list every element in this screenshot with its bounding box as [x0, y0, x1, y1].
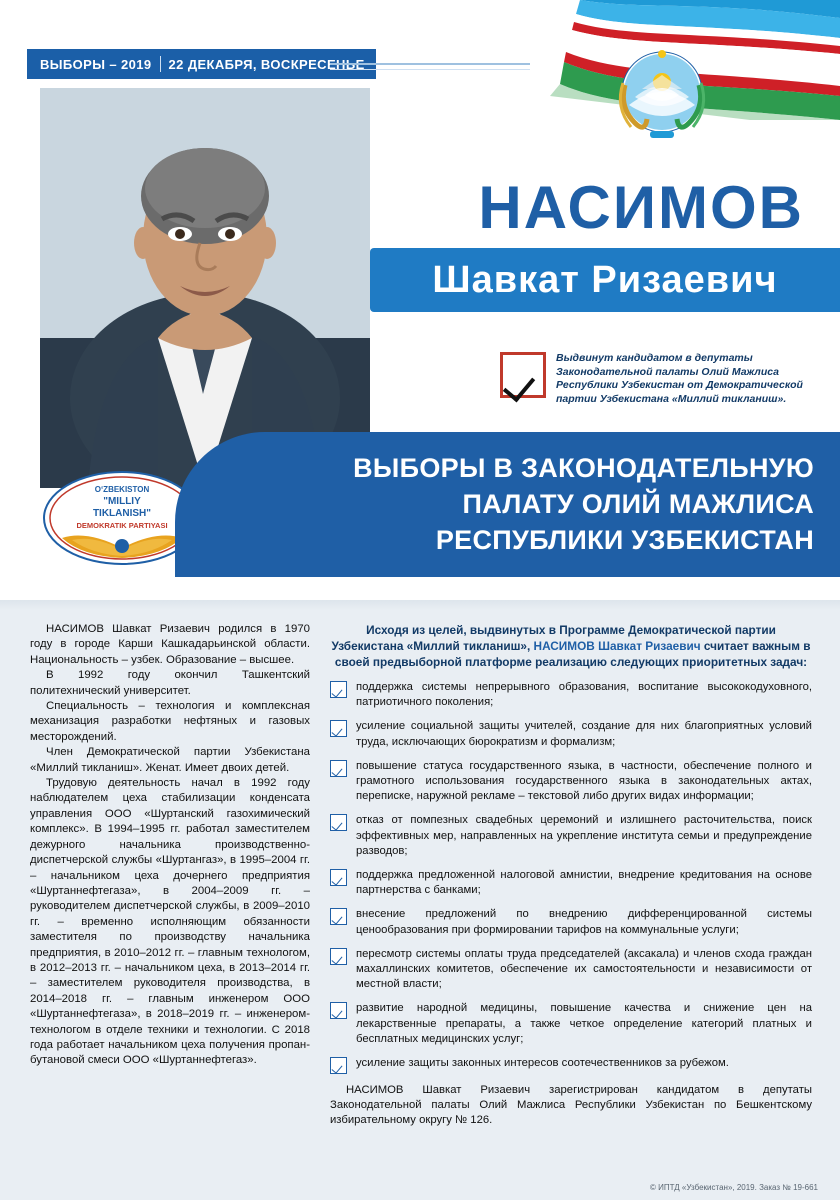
- checkbox-icon: [330, 908, 347, 925]
- task-text: пересмотр системы оплаты труда председателей (аксакала) и членов схода граждан махаллинских комитетов, обеспечение их самостоятельности и независимости от местной власти;: [356, 947, 812, 991]
- program-intro-part2: считает важным в своей предвыборной платформе реализацию следующих приоритетных задач:: [334, 639, 811, 669]
- title-banner: [175, 432, 840, 577]
- biography-paragraph: Трудовую деятельность начал в 1992 году наблюдателем цеха стабилизации конденсата управления ООО «Шуртанский газохимический комплекс». В 1994–1995 гг. работал заместителем дежурного начальника производственно-диспетчерской службы «Шуртангаз», в 1995–2004 гг. – начальником цеха дочернего предприятия «Шуртаннефтегаза», в 2004–2009 гг. – руководителем диспетчерской службы, в 2009–2010 гг. – временно исполняющим обязанности заместителя по производству начальника предприятия, в 2010–2012 гг. – главным технологом, в 2012–2013 гг. – начальником цеха, в 2013–2014 гг. – заместителем руководителя производства, в 2014–2018 гг. – главным инженером ООО «Шуртаннефтегаза», в 2018–2019 гг. – инженером-технологом в отделе техники и технологии. С 2018 года работает начальником цеха получения пропан-бутановой смеси ООО «Шуртаннефтегаз».: [30, 777, 310, 1067]
- candidate-given-name: Шавкат Ризаевич: [432, 258, 778, 301]
- imprint-text: © ИПТД «Узбекистан», 2019. Заказ № 19-661: [650, 1183, 818, 1192]
- checkbox-icon: [330, 720, 347, 737]
- task-text: усиление защиты законных интересов соотечественников за рубежом.: [356, 1057, 729, 1070]
- checkbox-icon: [330, 760, 347, 777]
- program-intro-part1: Исходя из целей, выдвинутых в Программе Демократической партии Узбекистана «Миллий тикланиш»,: [331, 623, 776, 653]
- list-item: [330, 813, 812, 859]
- title-banner-lines: [204, 450, 814, 558]
- svg-text:"MILLIY: "MILLIY: [103, 496, 141, 507]
- candidate-name-bar: [370, 248, 840, 312]
- checkbox-icon: [330, 681, 347, 698]
- biography-paragraph: Специальность – технология и комплексная механизация разработки нефтяных и газовых месторождений.: [30, 700, 310, 743]
- banner-line-1: ВЫБОРЫ В ЗАКОНОДАТЕЛЬНУЮ: [353, 453, 814, 483]
- candidate-surname: НАСИМОВ: [478, 174, 804, 241]
- svg-text:DEMOKRATIK PARTIYASI: DEMOKRATIK PARTIYASI: [76, 521, 168, 530]
- biography-paragraph: Член Демократической партии Узбекистана «Миллий тикланиш». Женат. Имеет двоих детей.: [30, 746, 310, 774]
- banner-line-3: РЕСПУБЛИКИ УЗБЕКИСТАН: [435, 525, 814, 555]
- task-text: поддержка предложенной налоговой амнистии, внедрение кредитования на основе партнерства с банками;: [356, 869, 812, 897]
- task-text: развитие народной медицины, повышение качества и снижение цен на лекарственные препараты, а также четкое определение категорий платных и бесплатных медицинских услуг;: [356, 1002, 812, 1045]
- candidate-portrait: [40, 88, 370, 488]
- badge-right-text: 22 ДЕКАБРЯ, ВОСКРЕСЕНЬЕ: [168, 56, 365, 72]
- task-text: поддержка системы непрерывного образования, воспитание высококодуховного, патриотичного поколения;: [356, 681, 812, 709]
- badge-left-text: ВЫБОРЫ – 2019: [40, 56, 152, 72]
- banner-line-2: ПАЛАТУ ОЛИЙ МАЖЛИСА: [462, 489, 814, 519]
- task-text: усиление социальной защиты учителей, создание для них благоприятных условий труда, исключающих бюрократизм и формализм;: [356, 720, 812, 748]
- list-item: [330, 719, 812, 749]
- checkbox-icon: [330, 948, 347, 965]
- state-emblem: [605, 35, 720, 150]
- program-task-list: [330, 680, 812, 1074]
- biography-column: [30, 622, 310, 1069]
- list-item: [330, 680, 812, 710]
- biography-paragraph: НАСИМОВ Шавкат Ризаевич родился в 1970 году в городе Карши Кашкадарьинской области. Национальность – узбек. Образование – высшее.: [30, 623, 310, 666]
- list-item: [330, 947, 812, 993]
- program-column: [330, 622, 812, 1129]
- task-text: отказ от помпезных свадебных церемоний и излишнего расточительства, поиск эффективных мер, направленных на укрепление института семьи и предупреждение разводов;: [356, 814, 812, 857]
- checkmark-icon: [500, 352, 546, 398]
- task-text: повышение статуса государственного языка, в частности, обеспечение полного и грамотного использования государственного языка в законодательных актах, переписке, наружной рекламе – текстовой либо других видах информации;: [356, 759, 812, 803]
- checkbox-icon: [330, 1057, 347, 1074]
- badge-rule-bottom: [330, 69, 530, 70]
- biography-paragraph: В 1992 году окончил Ташкентский политехнический университет.: [30, 669, 310, 697]
- checkbox-icon: [330, 869, 347, 886]
- list-item: [330, 868, 812, 898]
- list-item: [330, 759, 812, 805]
- list-item: [330, 1056, 812, 1074]
- registration-note: НАСИМОВ Шавкат Ризаевич зарегистрирован кандидатом в депутаты Законодательной палаты Олий Мажлиса Республики Узбекистан по Бешкентскому избирательному округу № 126.: [330, 1084, 812, 1127]
- badge-separator: [160, 56, 161, 72]
- svg-text:O‘ZBEKISTON: O‘ZBEKISTON: [94, 485, 150, 494]
- list-item: [330, 1001, 812, 1047]
- checkbox-icon: [330, 814, 347, 831]
- checkbox-icon: [330, 1002, 347, 1019]
- badge-rule-top: [330, 63, 530, 65]
- task-text: внесение предложений по внедрению дифференцированной системы ценообразования при формировании тарифов на коммунальные услуги;: [356, 908, 812, 936]
- nomination-note: [500, 352, 810, 406]
- program-intro: [330, 622, 812, 670]
- election-date-badge: [28, 50, 375, 78]
- nomination-text: Выдвинут кандидатом в депутаты Законодательной палаты Олий Мажлиса Республики Узбекистан от Демократической партии Узбекистана «Миллий тикланиш».: [556, 352, 803, 405]
- list-item: [330, 907, 812, 937]
- svg-text:TIKLANISH": TIKLANISH": [92, 508, 152, 519]
- program-intro-highlight: НАСИМОВ Шавкат Ризаевич: [533, 639, 701, 653]
- bottom-section: [0, 600, 840, 1200]
